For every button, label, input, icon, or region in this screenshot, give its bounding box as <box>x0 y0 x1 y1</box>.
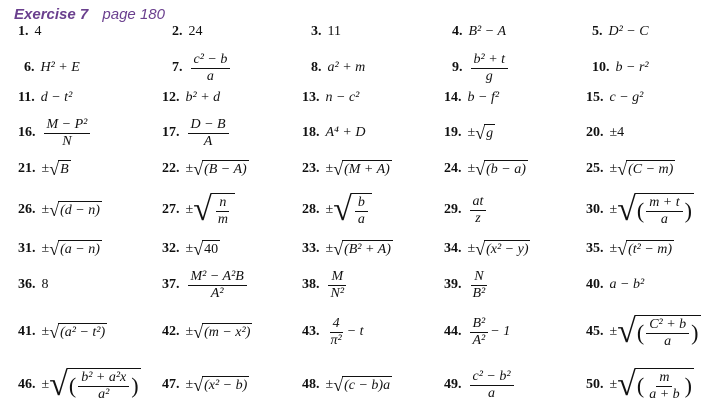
answer-2: 2. 24 <box>172 24 203 39</box>
exercise-title: Exercise 7 <box>14 6 89 23</box>
answer-30: 30. ± √ ( $\frac{m + t}{a}$ ) <box>586 190 692 228</box>
answer-1: 1. 4 <box>18 24 42 39</box>
answer-34: 34. ± √ (x² − y) <box>444 239 529 259</box>
answer-20: 20. ±4 <box>586 125 625 140</box>
answer-48: 48. ± √ (c − b)a <box>302 375 391 395</box>
answer-10: 10. b − r² <box>592 60 649 75</box>
answer-9: 9. $\frac{\text{b² + t}}{g}$ <box>452 50 510 86</box>
answer-37: 37. $\frac{\text{M² − A²B}}{\text{A²}}$ <box>162 264 249 306</box>
answer-46: 46. ± √ ( $\frac{\text{b² + a²x}}{\text{a²}}$ ) <box>18 365 139 403</box>
answer-21: 21. ± √ B <box>18 159 69 179</box>
answer-5: 5. D² − C <box>592 24 649 39</box>
answer-12: 12. b² + d <box>162 90 221 105</box>
answer-8: 8. a² + m <box>311 60 366 75</box>
answer-17: 17. $\frac{D - B}{A}$ <box>162 114 231 152</box>
answer-25: 25. ± √ (C − m) <box>586 159 674 179</box>
answer-33: 33. ± √ (B² + A) <box>302 239 391 259</box>
exercise-header <box>14 6 165 23</box>
answer-11: 11. d − t² <box>18 90 73 105</box>
answer-43: 43. $\frac{4}{\text{π²}}$ − t <box>302 315 364 348</box>
answer-19: 19. ± √ g <box>444 123 494 143</box>
answer-44: 44. $\frac{\text{B²}}{\text{A²}}$ − 1 <box>444 315 511 348</box>
answer-36: 36. 8 <box>18 277 49 292</box>
answer-15: 15. c − g² <box>586 90 644 105</box>
answer-16: 16. $\frac{\text{M − P²}}{N}$ <box>18 114 92 152</box>
answer-6: 6. H² + E <box>24 60 80 75</box>
answer-26: 26. ± √ (d − n) <box>18 200 100 220</box>
answer-4: 4. B² − A <box>452 24 506 39</box>
answer-23: 23. ± √ (M + A) <box>302 159 390 179</box>
answer-47: 47. ± √ (x² − b) <box>162 375 248 395</box>
answer-38: 38. $\frac{M}{\text{N²}}$ <box>302 264 349 306</box>
answer-42: 42. ± √ (m − x²) <box>162 322 251 342</box>
answer-7: 7. $\frac{\text{c² − b}}{a}$ <box>172 50 232 86</box>
answer-14: 14. b − f² <box>444 90 500 105</box>
answer-29: 29. $\frac{at}{z}$ <box>444 188 488 232</box>
answer-35: 35. ± √ (t² − m) <box>586 239 673 259</box>
answer-27: 27. ± √ $\frac{n}{m}$ <box>162 188 235 232</box>
answer-grid <box>14 24 704 414</box>
answer-18: 18. A⁴ + D <box>302 125 366 140</box>
answer-40: 40. a − b² <box>586 277 645 292</box>
answer-49: 49. $\frac{\text{c² − b²}}{a}$ <box>444 362 516 408</box>
answer-24: 24. ± √ (b − a) <box>444 159 526 179</box>
answer-45: 45. ± √ ( $\frac{\text{C² + b}}{a}$ ) <box>586 312 699 350</box>
answer-31: 31. ± √ (a − n) <box>18 239 100 259</box>
answer-32: 32. ± √ 40 <box>162 239 219 259</box>
answer-50: 50. ± √ ( $\frac{m}{a + b}$ ) <box>586 365 692 403</box>
answer-22: 22. ± √ (B − A) <box>162 159 247 179</box>
answer-28: 28. ± √ $\frac{b}{a}$ <box>302 188 372 232</box>
page-reference: page 180 <box>102 6 165 23</box>
answer-41: 41. ± √ (a² − t²) <box>18 322 106 342</box>
answer-39: 39. $\frac{N}{\text{B²}}$ <box>444 268 486 301</box>
answer-13: 13. n − c² <box>302 90 360 105</box>
answer-3: 3. 11 <box>311 24 341 39</box>
